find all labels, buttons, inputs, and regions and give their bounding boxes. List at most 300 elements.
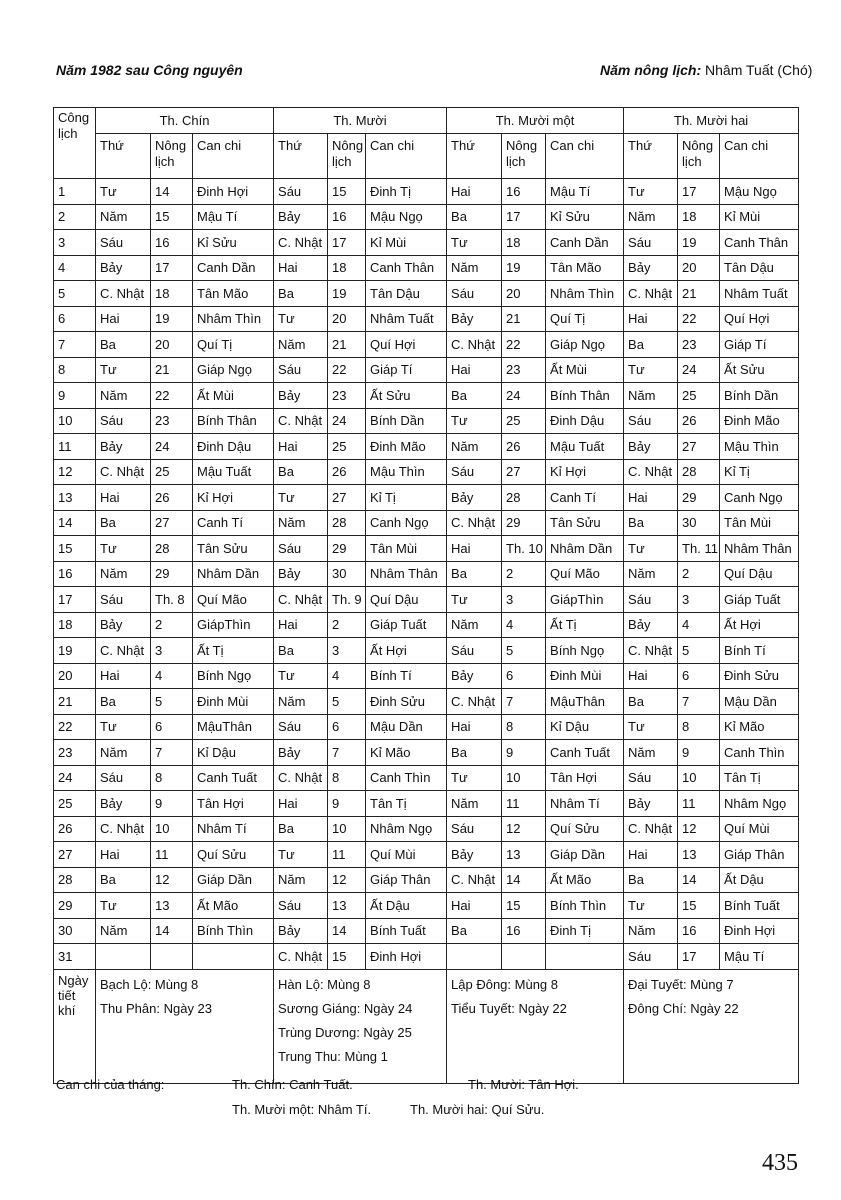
day-row xyxy=(54,357,799,383)
weekday-cell: Tư xyxy=(96,536,151,562)
weekday-cell: C. Nhật xyxy=(624,459,678,485)
weekday-cell: Bảy xyxy=(96,434,151,460)
weekday-cell: Sáu xyxy=(274,179,328,205)
weekday-cell: Bảy xyxy=(624,791,678,817)
weekday-cell: Ba xyxy=(447,740,502,766)
weekday-cell: Năm xyxy=(447,791,502,817)
weekday-cell: Ba xyxy=(96,689,151,715)
canchi-cell: Tân Tị xyxy=(720,765,799,791)
lunar-cell: 24 xyxy=(151,434,193,460)
footer-canchi-month-11: Th. Mười một: Nhâm Tí. xyxy=(232,1102,372,1117)
weekday-cell: Tư xyxy=(274,663,328,689)
canchi-cell: Giáp Thân xyxy=(720,842,799,868)
canchi-cell: Kỉ Dậu xyxy=(193,740,274,766)
sub-header-weekday: Thứ xyxy=(447,134,502,179)
weekday-cell: Bảy xyxy=(274,740,328,766)
day-row xyxy=(54,765,799,791)
weekday-cell: Tư xyxy=(447,587,502,613)
month-header: Th. Mười xyxy=(274,108,447,134)
lunar-cell: 8 xyxy=(151,765,193,791)
day-row xyxy=(54,944,799,970)
lunar-cell: 19 xyxy=(678,230,720,256)
day-row xyxy=(54,383,799,409)
lunar-cell: 5 xyxy=(502,638,546,664)
day-cell: 15 xyxy=(54,536,96,562)
day-cell: 29 xyxy=(54,893,96,919)
canchi-cell: Canh Dần xyxy=(546,230,624,256)
weekday-cell: Sáu xyxy=(274,893,328,919)
day-row xyxy=(54,791,799,817)
month-header-row xyxy=(54,108,799,134)
lunar-cell: 18 xyxy=(502,230,546,256)
tiet-khi-item: Hàn Lộ: Mùng 8 xyxy=(278,976,371,992)
weekday-cell: C. Nhật xyxy=(447,867,502,893)
canchi-cell: Đinh Mùi xyxy=(193,689,274,715)
canchi-cell: Ất Mão xyxy=(193,893,274,919)
weekday-cell: Ba xyxy=(624,689,678,715)
canchi-cell: Giáp Tí xyxy=(366,357,447,383)
weekday-cell: Năm xyxy=(624,918,678,944)
canchi-cell: Canh Tí xyxy=(546,485,624,511)
weekday-cell: Sáu xyxy=(447,281,502,307)
weekday-cell: Năm xyxy=(447,434,502,460)
weekday-cell: Ba xyxy=(274,638,328,664)
footer-canchi-label: Can chi của tháng: xyxy=(56,1077,165,1092)
weekday-cell: Năm xyxy=(274,689,328,715)
weekday-cell: Ba xyxy=(274,281,328,307)
tiet-khi-month-9 xyxy=(96,969,274,1083)
sub-header-weekday: Thứ xyxy=(624,134,678,179)
canchi-cell: Tân Hợi xyxy=(193,791,274,817)
month-header: Th. Mười một xyxy=(447,108,624,134)
tiet-khi-item: Đại Tuyết: Mùng 7 xyxy=(628,976,734,992)
lunar-cell: 24 xyxy=(502,383,546,409)
lunar-cell: 29 xyxy=(678,485,720,511)
sub-header-lunar: Nông lịch xyxy=(151,134,193,179)
lunar-cell: 29 xyxy=(502,510,546,536)
weekday-cell: Tư xyxy=(624,536,678,562)
day-cell: 13 xyxy=(54,485,96,511)
lunar-cell: 16 xyxy=(502,179,546,205)
canchi-cell: Mậu Tí xyxy=(546,179,624,205)
weekday-cell: Tư xyxy=(96,893,151,919)
canchi-cell: Đinh Sửu xyxy=(366,689,447,715)
canchi-cell: Ất Sửu xyxy=(366,383,447,409)
weekday-cell: Hai xyxy=(447,893,502,919)
weekday-cell: Bảy xyxy=(447,842,502,868)
weekday-cell: Năm xyxy=(96,204,151,230)
day-cell: 2 xyxy=(54,204,96,230)
weekday-cell: Hai xyxy=(447,357,502,383)
weekday-cell: Năm xyxy=(624,561,678,587)
canchi-cell: Canh Tuất xyxy=(546,740,624,766)
calendar-table xyxy=(53,107,799,1084)
canchi-cell: Bính Ngọ xyxy=(546,638,624,664)
day-cell: 26 xyxy=(54,816,96,842)
canchi-cell: Quí Mùi xyxy=(366,842,447,868)
weekday-cell: Sáu xyxy=(274,714,328,740)
day-row xyxy=(54,281,799,307)
weekday-cell: Bảy xyxy=(624,612,678,638)
weekday-cell: Ba xyxy=(274,459,328,485)
canchi-cell: Giáp Thân xyxy=(366,867,447,893)
weekday-cell: Sáu xyxy=(624,944,678,970)
weekday-cell: Ba xyxy=(96,867,151,893)
canchi-cell: Nhâm Tí xyxy=(546,791,624,817)
lunar-cell: 6 xyxy=(328,714,366,740)
header-lunar-value: Nhâm Tuất (Chó) xyxy=(705,62,813,78)
weekday-cell: C. Nhật xyxy=(447,689,502,715)
canchi-cell: Nhâm Thìn xyxy=(546,281,624,307)
weekday-cell: Bảy xyxy=(96,612,151,638)
canchi-cell: Ất Dậu xyxy=(366,893,447,919)
weekday-cell: C. Nhật xyxy=(274,587,328,613)
canchi-cell: Giáp Dần xyxy=(193,867,274,893)
lunar-cell: 16 xyxy=(502,918,546,944)
lunar-cell: 4 xyxy=(151,663,193,689)
canchi-cell: Ất Tị xyxy=(546,612,624,638)
weekday-cell: Ba xyxy=(447,561,502,587)
canchi-cell: Giáp Tuất xyxy=(720,587,799,613)
day-row xyxy=(54,179,799,205)
weekday-cell: Sáu xyxy=(447,638,502,664)
tiet-khi-item: Sương Giáng: Ngày 24 xyxy=(278,1000,413,1016)
lunar-cell: 14 xyxy=(328,918,366,944)
lunar-cell: 3 xyxy=(328,638,366,664)
weekday-cell: Bảy xyxy=(624,434,678,460)
weekday-cell xyxy=(447,944,502,970)
canchi-cell: Bính Dần xyxy=(366,408,447,434)
canchi-cell: Ất Hợi xyxy=(720,612,799,638)
lunar-cell: 20 xyxy=(151,332,193,358)
canchi-cell: Nhâm Dần xyxy=(546,536,624,562)
day-row xyxy=(54,485,799,511)
weekday-cell: Ba xyxy=(624,510,678,536)
canchi-cell: Mậu Tuất xyxy=(546,434,624,460)
lunar-cell: 23 xyxy=(678,332,720,358)
weekday-cell: Hai xyxy=(274,612,328,638)
lunar-cell: 8 xyxy=(328,765,366,791)
day-cell: 25 xyxy=(54,791,96,817)
footer-canchi-month-9: Th. Chín: Canh Tuất. xyxy=(232,1077,353,1092)
lunar-cell: 29 xyxy=(328,536,366,562)
canchi-cell: Mậu Thìn xyxy=(720,434,799,460)
weekday-cell: Ba xyxy=(96,332,151,358)
lunar-cell: 18 xyxy=(151,281,193,307)
lunar-cell: 27 xyxy=(151,510,193,536)
day-row xyxy=(54,867,799,893)
sub-header-weekday: Thứ xyxy=(96,134,151,179)
canchi-cell: Quí Sửu xyxy=(193,842,274,868)
tiet-khi-item: Tiểu Tuyết: Ngày 22 xyxy=(451,1000,567,1016)
day-row xyxy=(54,689,799,715)
canchi-cell: GiápThìn xyxy=(193,612,274,638)
weekday-cell: Sáu xyxy=(624,230,678,256)
day-row xyxy=(54,408,799,434)
canchi-cell: Bính Tuất xyxy=(366,918,447,944)
weekday-cell: Ba xyxy=(447,918,502,944)
day-cell: 1 xyxy=(54,179,96,205)
canchi-cell: Nhâm Dần xyxy=(193,561,274,587)
weekday-cell: Sáu xyxy=(624,408,678,434)
day-cell: 7 xyxy=(54,332,96,358)
lunar-cell: 9 xyxy=(678,740,720,766)
lunar-cell: 29 xyxy=(151,561,193,587)
canchi-cell xyxy=(546,944,624,970)
canchi-cell: Quí Sửu xyxy=(546,816,624,842)
weekday-cell: Ba xyxy=(624,867,678,893)
canchi-cell: Kỉ Hợi xyxy=(546,459,624,485)
weekday-cell: Tư xyxy=(624,893,678,919)
weekday-cell: Năm xyxy=(447,255,502,281)
canchi-cell: Tân Hợi xyxy=(546,765,624,791)
weekday-cell: Hai xyxy=(274,434,328,460)
canchi-cell: Mậu Ngọ xyxy=(366,204,447,230)
canchi-cell: Giáp Dần xyxy=(546,842,624,868)
weekday-cell: Năm xyxy=(274,332,328,358)
lunar-cell: 21 xyxy=(502,306,546,332)
lunar-cell: 19 xyxy=(502,255,546,281)
weekday-cell: Tư xyxy=(447,765,502,791)
lunar-cell: 9 xyxy=(502,740,546,766)
lunar-cell: 8 xyxy=(502,714,546,740)
lunar-cell: 11 xyxy=(328,842,366,868)
weekday-cell: C. Nhật xyxy=(274,944,328,970)
day-row xyxy=(54,306,799,332)
lunar-cell: 16 xyxy=(328,204,366,230)
lunar-cell xyxy=(151,944,193,970)
weekday-cell: C. Nhật xyxy=(274,765,328,791)
lunar-cell: 12 xyxy=(328,867,366,893)
lunar-cell: 22 xyxy=(151,383,193,409)
weekday-cell: Tư xyxy=(447,408,502,434)
lunar-cell: 15 xyxy=(151,204,193,230)
weekday-cell: Bảy xyxy=(274,204,328,230)
day-cell: 12 xyxy=(54,459,96,485)
lunar-cell: Th. 10 xyxy=(502,536,546,562)
day-row xyxy=(54,638,799,664)
weekday-cell: Sáu xyxy=(96,587,151,613)
canchi-cell: Nhâm Thân xyxy=(720,536,799,562)
lunar-cell: 23 xyxy=(502,357,546,383)
canchi-cell: Bính Thân xyxy=(193,408,274,434)
canchi-cell: Kỉ Sửu xyxy=(546,204,624,230)
canchi-cell: Ất Mùi xyxy=(546,357,624,383)
lunar-cell: 23 xyxy=(328,383,366,409)
canchi-cell: Canh Ngọ xyxy=(720,485,799,511)
weekday-cell: Sáu xyxy=(274,357,328,383)
lunar-cell xyxy=(502,944,546,970)
weekday-cell: Sáu xyxy=(447,816,502,842)
day-cell: 19 xyxy=(54,638,96,664)
weekday-cell: Năm xyxy=(624,383,678,409)
canchi-cell: Nhâm Ngọ xyxy=(720,791,799,817)
page-number: 435 xyxy=(762,1150,798,1176)
weekday-cell: Bảy xyxy=(274,383,328,409)
tiet-khi-item: Bạch Lộ: Mùng 8 xyxy=(100,976,199,992)
weekday-cell: Năm xyxy=(624,740,678,766)
lunar-cell: 15 xyxy=(328,944,366,970)
lunar-cell: 22 xyxy=(678,306,720,332)
weekday-cell: Năm xyxy=(96,740,151,766)
lunar-cell: 7 xyxy=(678,689,720,715)
canchi-cell: Canh Thìn xyxy=(720,740,799,766)
lunar-cell: 24 xyxy=(678,357,720,383)
lunar-cell: 19 xyxy=(151,306,193,332)
canchi-cell: Ất Mùi xyxy=(193,383,274,409)
lunar-cell: 17 xyxy=(502,204,546,230)
weekday-cell: Sáu xyxy=(274,536,328,562)
weekday-cell: Hai xyxy=(96,663,151,689)
canchi-cell: Bính Tí xyxy=(720,638,799,664)
corner-label: Công lịch xyxy=(54,108,96,179)
lunar-cell: 15 xyxy=(678,893,720,919)
day-cell: 5 xyxy=(54,281,96,307)
canchi-cell: Quí Tị xyxy=(193,332,274,358)
canchi-cell: Nhâm Thân xyxy=(366,561,447,587)
weekday-cell: Năm xyxy=(624,204,678,230)
weekday-cell: Sáu xyxy=(96,765,151,791)
canchi-cell: Kỉ Hợi xyxy=(193,485,274,511)
lunar-cell: 6 xyxy=(502,663,546,689)
weekday-cell xyxy=(96,944,151,970)
day-cell: 21 xyxy=(54,689,96,715)
lunar-cell: 2 xyxy=(151,612,193,638)
weekday-cell: C. Nhật xyxy=(96,638,151,664)
tiet-khi-item: Trung Thu: Mùng 1 xyxy=(278,1048,388,1064)
canchi-cell: Bính Dần xyxy=(720,383,799,409)
weekday-cell: C. Nhật xyxy=(274,408,328,434)
day-row xyxy=(54,714,799,740)
weekday-cell: Hai xyxy=(624,663,678,689)
weekday-cell: Ba xyxy=(624,332,678,358)
day-row xyxy=(54,332,799,358)
lunar-cell: 27 xyxy=(502,459,546,485)
tiet-khi-row xyxy=(54,969,799,1083)
weekday-cell: Sáu xyxy=(96,230,151,256)
lunar-cell: 26 xyxy=(328,459,366,485)
weekday-cell: Tư xyxy=(274,306,328,332)
day-cell: 20 xyxy=(54,663,96,689)
lunar-cell: 21 xyxy=(328,332,366,358)
canchi-cell: Đinh Dậu xyxy=(193,434,274,460)
lunar-cell: 6 xyxy=(151,714,193,740)
lunar-cell: 26 xyxy=(678,408,720,434)
sub-header-lunar: Nông lịch xyxy=(502,134,546,179)
tiet-khi-label: Ngày tiết khí xyxy=(54,969,96,1083)
tiet-khi-item: Trùng Dương: Ngày 25 xyxy=(278,1024,412,1040)
lunar-cell: 11 xyxy=(502,791,546,817)
canchi-cell: Ất Sửu xyxy=(720,357,799,383)
lunar-cell: 28 xyxy=(502,485,546,511)
day-cell: 30 xyxy=(54,918,96,944)
canchi-cell: Đinh Mão xyxy=(720,408,799,434)
weekday-cell: Hai xyxy=(96,306,151,332)
lunar-cell: 4 xyxy=(678,612,720,638)
weekday-cell: Sáu xyxy=(624,765,678,791)
canchi-cell: Tân Dậu xyxy=(720,255,799,281)
lunar-cell: 17 xyxy=(678,944,720,970)
canchi-cell: Bính Thìn xyxy=(546,893,624,919)
month-header: Th. Chín xyxy=(96,108,274,134)
tiet-khi-item: Đông Chí: Ngày 22 xyxy=(628,1000,739,1016)
lunar-cell: Th. 8 xyxy=(151,587,193,613)
canchi-cell: Mậu Thìn xyxy=(366,459,447,485)
lunar-cell: 18 xyxy=(328,255,366,281)
canchi-cell: Kỉ Tị xyxy=(720,459,799,485)
lunar-cell: 13 xyxy=(151,893,193,919)
day-cell: 6 xyxy=(54,306,96,332)
lunar-cell: 8 xyxy=(678,714,720,740)
lunar-cell: 12 xyxy=(502,816,546,842)
lunar-cell: 25 xyxy=(151,459,193,485)
lunar-cell: 28 xyxy=(151,536,193,562)
weekday-cell: C. Nhật xyxy=(274,230,328,256)
canchi-cell: Ất Mão xyxy=(546,867,624,893)
canchi-cell: Quí Hợi xyxy=(720,306,799,332)
canchi-cell: MậuThân xyxy=(193,714,274,740)
sub-header-canchi: Can chi xyxy=(720,134,799,179)
weekday-cell: Tư xyxy=(274,842,328,868)
canchi-cell: Tân Dậu xyxy=(366,281,447,307)
weekday-cell: C. Nhật xyxy=(96,281,151,307)
lunar-cell: 14 xyxy=(151,918,193,944)
lunar-cell: 7 xyxy=(502,689,546,715)
weekday-cell: Hai xyxy=(274,255,328,281)
canchi-cell: Kỉ Sửu xyxy=(193,230,274,256)
weekday-cell: Bảy xyxy=(274,561,328,587)
lunar-cell: 17 xyxy=(328,230,366,256)
sub-header-canchi: Can chi xyxy=(193,134,274,179)
canchi-cell: Mậu Dần xyxy=(720,689,799,715)
weekday-cell: Hai xyxy=(624,842,678,868)
weekday-cell: Hai xyxy=(447,179,502,205)
footer-canchi-month-12: Th. Mười hai: Quí Sửu. xyxy=(410,1102,545,1117)
canchi-cell: Nhâm Ngọ xyxy=(366,816,447,842)
lunar-cell: 2 xyxy=(502,561,546,587)
canchi-cell: Giáp Ngọ xyxy=(193,357,274,383)
sub-header-lunar: Nông lịch xyxy=(328,134,366,179)
lunar-cell: 3 xyxy=(678,587,720,613)
lunar-cell: 17 xyxy=(678,179,720,205)
lunar-cell: 26 xyxy=(502,434,546,460)
weekday-cell: Năm xyxy=(274,510,328,536)
lunar-cell: 7 xyxy=(151,740,193,766)
day-row xyxy=(54,561,799,587)
canchi-cell: Bính Tí xyxy=(366,663,447,689)
lunar-cell: 13 xyxy=(678,842,720,868)
lunar-cell: 2 xyxy=(328,612,366,638)
day-cell: 10 xyxy=(54,408,96,434)
weekday-cell: C. Nhật xyxy=(96,459,151,485)
canchi-cell xyxy=(193,944,274,970)
canchi-cell: Quí Mão xyxy=(546,561,624,587)
header-lunar-year xyxy=(600,62,812,78)
sub-header-canchi: Can chi xyxy=(366,134,447,179)
weekday-cell: C. Nhật xyxy=(96,816,151,842)
lunar-cell: 4 xyxy=(328,663,366,689)
lunar-cell: 25 xyxy=(328,434,366,460)
day-cell: 27 xyxy=(54,842,96,868)
day-row xyxy=(54,204,799,230)
canchi-cell: Tân Mùi xyxy=(720,510,799,536)
canchi-cell: Canh Ngọ xyxy=(366,510,447,536)
canchi-cell: Đinh Sửu xyxy=(720,663,799,689)
lunar-cell: 11 xyxy=(678,791,720,817)
header-lunar-label: Năm nông lịch: xyxy=(600,62,702,78)
weekday-cell: Tư xyxy=(624,179,678,205)
canchi-cell: Quí Mùi xyxy=(720,816,799,842)
